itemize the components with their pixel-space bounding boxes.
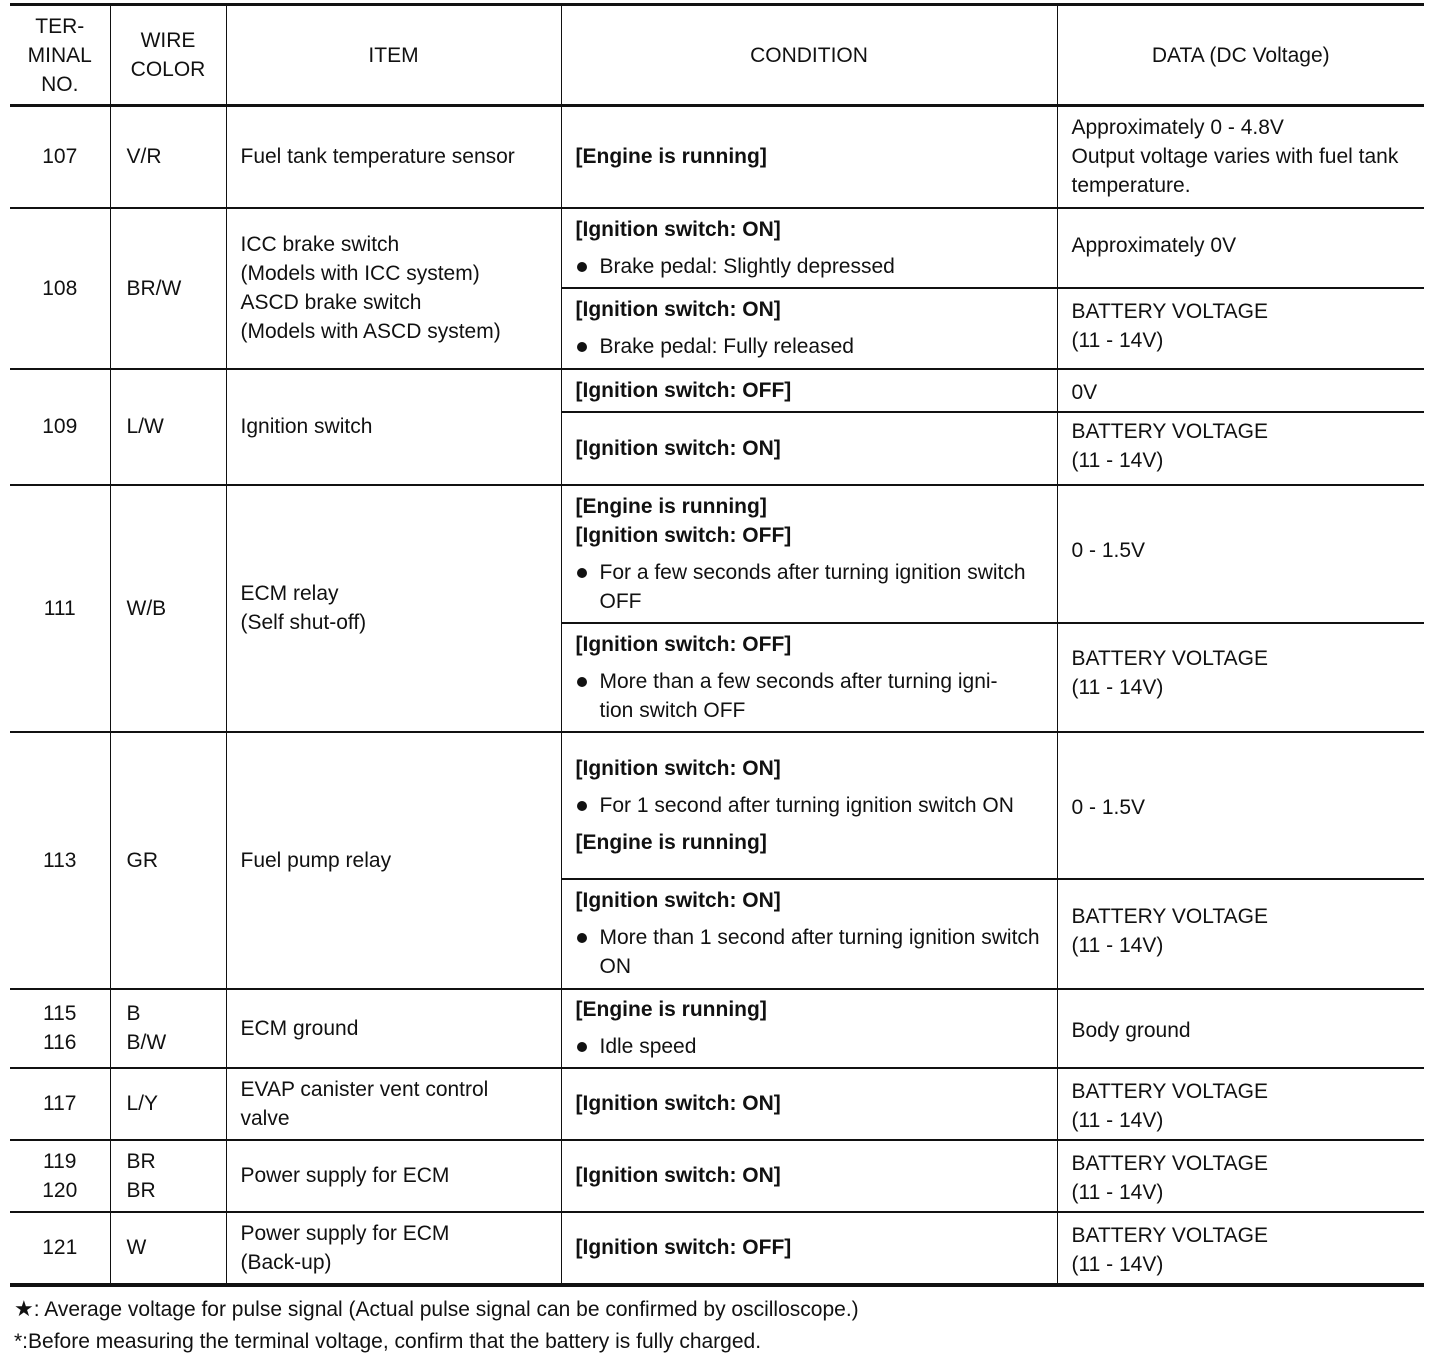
footnote-asterisk: *:Before measuring the terminal voltage, confirm that the battery is fully charged. (14, 1330, 762, 1353)
wire-color: L/Y (110, 1068, 226, 1140)
condition-label: [Ignition switch: ON] (575, 298, 781, 321)
item-name: EVAP canister vent control valve (226, 1068, 561, 1140)
condition (561, 106, 1057, 208)
terminal-table (10, 3, 1424, 1287)
footnote-star-text: : Average voltage for pulse signal (Actual pulse signal can be confirmed by oscilloscope.) (33, 1298, 859, 1321)
item-name: Fuel pump relay (226, 732, 561, 989)
condition-bullet: More than a few seconds after turning igni- tion switch OFF (576, 667, 1043, 725)
data-value: BATTERY VOLTAGE (11 - 14V) (1057, 1212, 1424, 1285)
data-value: 0V (1057, 369, 1424, 412)
terminal-no: 111 (43, 596, 76, 620)
wire-color: B B/W (110, 989, 226, 1068)
table-row (10, 732, 1424, 879)
terminal-no: 109 (42, 415, 78, 438)
condition-label: [Engine is running] (575, 830, 767, 854)
terminal-no: 117 (43, 1092, 77, 1115)
condition (561, 1068, 1057, 1140)
condition-label: [Ignition switch: ON] (575, 436, 781, 460)
condition-label: [Ignition switch: OFF] (575, 523, 792, 547)
item-name: ECM ground (226, 989, 561, 1068)
terminal-no: 113 (43, 848, 77, 872)
table-row (10, 989, 1424, 1068)
condition-label: [Ignition switch: OFF] (575, 632, 792, 656)
data-value: Approximately 0 - 4.8V Output voltage varies with fuel tank temperature. (1057, 106, 1424, 208)
data-value: Body ground (1057, 989, 1424, 1068)
condition-label: [Ignition switch: ON] (575, 756, 781, 780)
item-name: Power supply for ECM (Back-up) (226, 1212, 561, 1285)
wire-color: GR (110, 732, 226, 989)
condition-label: [Ignition switch: OFF] (575, 378, 792, 402)
condition-bullet: More than 1 second after turning ignition switch ON (576, 923, 1043, 981)
condition-bullet: Brake pedal: Fully released (576, 332, 1043, 361)
condition (561, 732, 1057, 879)
terminal-table-sheet (10, 3, 1424, 1287)
col-header-terminal: TER- MINAL NO. (10, 5, 110, 106)
terminal-no: 121 (42, 1236, 78, 1259)
item-name: Ignition switch (226, 369, 561, 485)
condition (561, 369, 1057, 412)
condition-label: [Ignition switch: ON] (575, 889, 781, 912)
data-value: BATTERY VOLTAGE (11 - 14V) (1057, 288, 1424, 369)
data-value: BATTERY VOLTAGE (11 - 14V) (1057, 1140, 1424, 1212)
item-name: ECM relay (Self shut-off) (226, 485, 561, 732)
table-row (10, 208, 1424, 288)
col-header-data: DATA (DC Voltage) (1057, 5, 1424, 106)
condition-bullet: Brake pedal: Slightly depressed (576, 252, 1043, 281)
table-row (10, 369, 1424, 412)
table-header-row (10, 5, 1424, 106)
item-name: Power supply for ECM (226, 1140, 561, 1212)
condition-label: [Engine is running] (575, 998, 767, 1021)
terminal-no: 107 (42, 145, 78, 169)
condition-label: [Ignition switch: OFF] (575, 1236, 792, 1259)
col-header-condition: CONDITION (561, 5, 1057, 106)
data-value: 0 - 1.5V (1057, 485, 1424, 623)
data-value: BATTERY VOLTAGE (11 - 14V) (1057, 412, 1424, 485)
item-name: Fuel tank temperature sensor (226, 106, 561, 208)
data-value: BATTERY VOLTAGE (11 - 14V) (1057, 879, 1424, 989)
condition (561, 1212, 1057, 1285)
condition-label: [Ignition switch: ON] (575, 217, 781, 241)
condition (561, 879, 1057, 989)
table-row (10, 485, 1424, 623)
wire-color: BR/W (110, 208, 226, 369)
wire-color: W (110, 1212, 226, 1285)
wire-color: L/W (110, 369, 226, 485)
condition-bullet: For 1 second after turning ignition switch ON (576, 791, 1043, 820)
col-header-wire: WIRE COLOR (110, 5, 226, 106)
condition (561, 1140, 1057, 1212)
condition (561, 623, 1057, 732)
data-value: BATTERY VOLTAGE (11 - 14V) (1057, 623, 1424, 732)
condition (561, 412, 1057, 485)
col-header-item: ITEM (226, 5, 561, 106)
footnote-star (14, 1293, 859, 1326)
condition (561, 208, 1057, 288)
wire-color: W/B (110, 485, 226, 732)
table-row (10, 106, 1424, 208)
condition (561, 288, 1057, 369)
condition (561, 989, 1057, 1068)
condition-label: [Engine is running] (575, 494, 767, 518)
condition-label: [Ignition switch: ON] (575, 1164, 781, 1187)
wire-color: V/R (110, 106, 226, 208)
terminal-no: 108 (42, 276, 78, 300)
table-row (10, 1140, 1424, 1212)
condition (561, 485, 1057, 623)
condition-label: [Engine is running] (575, 145, 767, 169)
condition-label: [Ignition switch: ON] (575, 1092, 781, 1115)
data-value: 0 - 1.5V (1057, 732, 1424, 879)
data-value: BATTERY VOLTAGE (11 - 14V) (1057, 1068, 1424, 1140)
wire-color: BR BR (110, 1140, 226, 1212)
footnotes (14, 1293, 859, 1358)
terminal-no: 119 120 (42, 1149, 78, 1202)
condition-bullet: Idle speed (576, 1032, 1043, 1061)
star-icon: ★ (14, 1296, 34, 1321)
data-value: Approximately 0V (1057, 208, 1424, 288)
terminal-no: 115 116 (43, 1002, 77, 1054)
condition-bullet: For a few seconds after turning ignition switch OFF (576, 558, 1043, 616)
item-name: ICC brake switch (Models with ICC system) ASCD brake switch (Models with ASCD system) (226, 208, 561, 369)
table-row (10, 1212, 1424, 1285)
table-row (10, 1068, 1424, 1140)
